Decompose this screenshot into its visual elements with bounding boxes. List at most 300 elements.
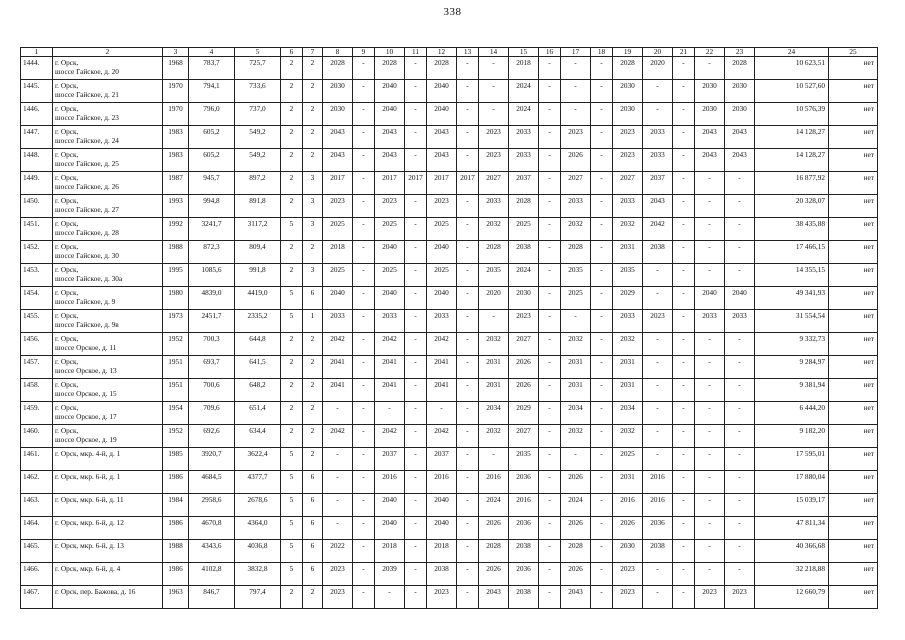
cell-col-22: 2030 [695,80,725,103]
cell-col-23: - [725,218,755,241]
cell-col-19: 2033 [613,195,643,218]
cell-col-8: - [323,517,353,540]
cell-col-6: 2 [281,57,303,80]
cell-col-8: 2025 [323,264,353,287]
cell-col-3: 1973 [163,310,189,333]
cell-col-24: 14 355,15 [755,264,829,287]
cell-col-18: - [591,149,613,172]
cell-col-25: нет [829,126,878,149]
cell-col-9: - [353,241,375,264]
cell-col-16: - [539,563,561,586]
cell-col-24: 47 811,34 [755,517,829,540]
cell-col-3: 1954 [163,402,189,425]
cell-col-7: 2 [303,402,323,425]
cell-col-18: - [591,80,613,103]
cell-col-17: 2035 [561,264,591,287]
cell-col-19: 2031 [613,356,643,379]
cell-col-17: - [561,103,591,126]
cell-col-5: 809,4 [235,241,281,264]
cell-col-20: - [643,563,673,586]
cell-col-7: 6 [303,494,323,517]
address-line-1: г. Орск, [55,426,79,435]
cell-col-22: - [695,517,725,540]
cell-col-8: 2040 [323,287,353,310]
cell-col-17: 2032 [561,425,591,448]
cell-col-8: 2030 [323,103,353,126]
cell-col-24: 49 341,93 [755,287,829,310]
address-line-1: г. Орск, [55,380,79,389]
cell-col-24: 17 595,01 [755,448,829,471]
cell-col-16: - [539,310,561,333]
cell-col-10: 2016 [375,471,405,494]
row-number: 1456. [21,333,53,356]
cell-col-24: 14 128,27 [755,149,829,172]
cell-col-10: 2040 [375,241,405,264]
cell-col-17: 2032 [561,218,591,241]
cell-col-21: - [673,172,695,195]
cell-col-11: - [405,218,427,241]
cell-col-20: 2038 [643,540,673,563]
cell-col-8: 2022 [323,540,353,563]
address-line-1: г. Орск, [55,357,79,366]
address-line-1: г. Орск, [55,196,79,205]
row-number: 1462. [21,471,53,494]
cell-col-8: 2028 [323,57,353,80]
row-number: 1454. [21,287,53,310]
address-cell [53,172,163,195]
cell-col-23: - [725,264,755,287]
cell-col-21: - [673,57,695,80]
cell-col-6: 5 [281,310,303,333]
cell-col-14: 2028 [479,540,509,563]
cell-col-18: - [591,586,613,609]
cell-col-12: 2025 [427,218,457,241]
row-number: 1460. [21,425,53,448]
cell-col-11: - [405,425,427,448]
cell-col-9: - [353,333,375,356]
cell-col-9: - [353,103,375,126]
cell-col-6: 5 [281,540,303,563]
cell-col-8: 2041 [323,356,353,379]
cell-col-22: - [695,402,725,425]
address-cell [53,471,163,494]
cell-col-24: 20 328,07 [755,195,829,218]
cell-col-15: 2026 [509,356,539,379]
address-line-2: шоссе Орское, д. 19 [55,435,117,444]
address-line-2: шоссе Гайское, д. 25 [55,159,119,168]
cell-col-25: нет [829,310,878,333]
cell-col-10: 2039 [375,563,405,586]
cell-col-22: - [695,471,725,494]
address-line-1: г. Орск, [55,265,79,274]
cell-col-21: - [673,494,695,517]
cell-col-18: - [591,425,613,448]
cell-col-14: 2020 [479,287,509,310]
cell-col-11: - [405,264,427,287]
cell-col-14: 2033 [479,195,509,218]
address-line-2: шоссе Гайское, д. 28 [55,228,119,237]
address-cell [53,126,163,149]
cell-col-13: - [457,287,479,310]
cell-col-15: 2037 [509,172,539,195]
cell-col-23: - [725,333,755,356]
cell-col-20: 2033 [643,149,673,172]
cell-col-23: - [725,540,755,563]
cell-col-11: - [405,80,427,103]
cell-col-16: - [539,540,561,563]
cell-col-17: 2043 [561,586,591,609]
cell-col-8: 2018 [323,241,353,264]
row-number: 1449. [21,172,53,195]
cell-col-5: 648,2 [235,379,281,402]
cell-col-6: 2 [281,586,303,609]
cell-col-3: 1963 [163,586,189,609]
address-line-2: шоссе Гайское, д. 26 [55,182,119,191]
cell-col-19: 2027 [613,172,643,195]
cell-col-24: 9 284,97 [755,356,829,379]
cell-col-24: 38 435,88 [755,218,829,241]
cell-col-20: - [643,287,673,310]
address-line-1: г. Орск, мкр. 6-й, д. 13 [55,541,124,550]
cell-col-22: - [695,172,725,195]
cell-col-10: 2040 [375,103,405,126]
cell-col-17: 2031 [561,356,591,379]
cell-col-11: - [405,448,427,471]
cell-col-3: 1984 [163,494,189,517]
cell-col-21: - [673,333,695,356]
address-line-2: шоссе Орское, д. 11 [55,343,117,352]
address-cell [53,402,163,425]
cell-col-20: 2043 [643,195,673,218]
cell-col-6: 2 [281,241,303,264]
cell-col-22: - [695,494,725,517]
cell-col-24: 15 039,17 [755,494,829,517]
cell-col-15: 2029 [509,402,539,425]
cell-col-22: - [695,540,725,563]
address-line-1: г. Орск, [55,403,79,412]
cell-col-20: 2036 [643,517,673,540]
cell-col-16: - [539,218,561,241]
cell-col-9: - [353,195,375,218]
cell-col-7: 2 [303,379,323,402]
cell-col-6: 2 [281,80,303,103]
address-line-2: шоссе Гайское, д. 20 [55,67,119,76]
cell-col-18: - [591,57,613,80]
address-cell [53,356,163,379]
cell-col-4: 2958,6 [189,494,235,517]
cell-col-12: 2023 [427,586,457,609]
cell-col-5: 3622,4 [235,448,281,471]
cell-col-10: 2043 [375,149,405,172]
cell-col-10: 2023 [375,195,405,218]
cell-col-5: 733,6 [235,80,281,103]
cell-col-11: - [405,57,427,80]
column-number-25: 25 [829,48,878,57]
address-cell [53,80,163,103]
address-cell [53,425,163,448]
cell-col-10: 2025 [375,218,405,241]
cell-col-5: 3117,2 [235,218,281,241]
cell-col-6: 2 [281,356,303,379]
cell-col-7: 2 [303,425,323,448]
cell-col-21: - [673,103,695,126]
cell-col-19: 2031 [613,471,643,494]
cell-col-24: 9 381,94 [755,379,829,402]
column-number-9: 9 [353,48,375,57]
cell-col-18: - [591,264,613,287]
cell-col-22: - [695,333,725,356]
cell-col-22: - [695,195,725,218]
cell-col-12: 2043 [427,126,457,149]
cell-col-23: - [725,195,755,218]
cell-col-20: - [643,333,673,356]
cell-col-20: 2033 [643,126,673,149]
cell-col-20: 2020 [643,57,673,80]
cell-col-18: - [591,379,613,402]
cell-col-21: - [673,195,695,218]
cell-col-15: 2025 [509,218,539,241]
column-number-14: 14 [479,48,509,57]
cell-col-20: - [643,264,673,287]
address-line-1: г. Орск, [55,58,79,67]
cell-col-11: - [405,287,427,310]
address-line-2: шоссе Орское, д. 13 [55,366,117,375]
cell-col-9: - [353,379,375,402]
cell-col-3: 1988 [163,540,189,563]
column-number-10: 10 [375,48,405,57]
cell-col-4: 2451,7 [189,310,235,333]
cell-col-25: нет [829,586,878,609]
cell-col-16: - [539,356,561,379]
cell-col-11: - [405,586,427,609]
column-number-4: 4 [189,48,235,57]
cell-col-3: 1980 [163,287,189,310]
cell-col-12: 2040 [427,517,457,540]
column-number-16: 16 [539,48,561,57]
cell-col-3: 1970 [163,80,189,103]
cell-col-15: 2036 [509,471,539,494]
cell-col-15: 2033 [509,126,539,149]
cell-col-15: 2024 [509,80,539,103]
cell-col-3: 1952 [163,333,189,356]
cell-col-6: 5 [281,471,303,494]
cell-col-24: 10 576,39 [755,103,829,126]
row-number: 1458. [21,379,53,402]
cell-col-5: 651,4 [235,402,281,425]
cell-col-21: - [673,448,695,471]
cell-col-9: - [353,80,375,103]
cell-col-23: - [725,172,755,195]
cell-col-12: 2042 [427,333,457,356]
cell-col-24: 10 623,51 [755,57,829,80]
address-cell [53,333,163,356]
cell-col-8: 2025 [323,218,353,241]
cell-col-16: - [539,241,561,264]
address-cell [53,57,163,80]
cell-col-20: 2023 [643,310,673,333]
cell-col-4: 796,0 [189,103,235,126]
cell-col-8: 2043 [323,126,353,149]
cell-col-24: 40 366,68 [755,540,829,563]
cell-col-15: 2016 [509,494,539,517]
cell-col-25: нет [829,471,878,494]
cell-col-24: 12 660,79 [755,586,829,609]
cell-col-14: 2031 [479,379,509,402]
cell-col-6: 2 [281,103,303,126]
cell-col-13: - [457,126,479,149]
cell-col-21: - [673,563,695,586]
cell-col-15: 2030 [509,287,539,310]
row-number: 1464. [21,517,53,540]
column-number-18: 18 [591,48,613,57]
cell-col-4: 4839,0 [189,287,235,310]
cell-col-10: 2040 [375,517,405,540]
cell-col-12: 2042 [427,425,457,448]
row-number: 1450. [21,195,53,218]
cell-col-13: - [457,402,479,425]
cell-col-17: 2028 [561,540,591,563]
cell-col-7: 2 [303,80,323,103]
cell-col-10: - [375,402,405,425]
cell-col-24: 17 466,15 [755,241,829,264]
cell-col-10: 2040 [375,80,405,103]
column-number-8: 8 [323,48,353,57]
cell-col-22: - [695,425,725,448]
cell-col-19: 2030 [613,103,643,126]
cell-col-22: - [695,264,725,287]
cell-col-16: - [539,448,561,471]
cell-col-25: нет [829,172,878,195]
cell-col-18: - [591,402,613,425]
cell-col-9: - [353,172,375,195]
cell-col-11: - [405,379,427,402]
cell-col-3: 1952 [163,425,189,448]
cell-col-20: - [643,425,673,448]
cell-col-3: 1986 [163,563,189,586]
row-number: 1446. [21,103,53,126]
cell-col-20: - [643,586,673,609]
cell-col-13: - [457,425,479,448]
housing-registry-table [20,47,878,609]
cell-col-7: 3 [303,195,323,218]
cell-col-7: 3 [303,264,323,287]
cell-col-8: 2033 [323,310,353,333]
cell-col-8: 2023 [323,563,353,586]
address-line-2: шоссе Гайское, д. 9в [55,320,119,329]
cell-col-4: 783,7 [189,57,235,80]
cell-col-17: 2025 [561,287,591,310]
cell-col-15: 2027 [509,333,539,356]
cell-col-17: 2027 [561,172,591,195]
cell-col-17: 2024 [561,494,591,517]
address-cell [53,563,163,586]
cell-col-10: 2042 [375,333,405,356]
address-line-2: шоссе Гайское, д. 30 [55,251,119,260]
cell-col-18: - [591,195,613,218]
cell-col-15: 2033 [509,149,539,172]
cell-col-8: - [323,471,353,494]
column-number-12: 12 [427,48,457,57]
cell-col-7: 2 [303,586,323,609]
cell-col-3: 1951 [163,379,189,402]
address-cell [53,241,163,264]
address-line-2: шоссе Орское, д. 17 [55,412,117,421]
cell-col-16: - [539,402,561,425]
table-row [21,172,878,195]
cell-col-3: 1983 [163,149,189,172]
cell-col-7: 2 [303,241,323,264]
address-cell [53,287,163,310]
address-cell [53,195,163,218]
cell-col-13: - [457,80,479,103]
address-line-1: г. Орск, [55,150,79,159]
cell-col-3: 1951 [163,356,189,379]
table-row [21,471,878,494]
table-row [21,402,878,425]
cell-col-25: нет [829,356,878,379]
cell-col-17: - [561,57,591,80]
cell-col-7: 2 [303,149,323,172]
cell-col-12: 2016 [427,471,457,494]
cell-col-5: 4377,7 [235,471,281,494]
cell-col-4: 605,2 [189,126,235,149]
cell-col-19: 2032 [613,218,643,241]
cell-col-25: нет [829,80,878,103]
cell-col-20: 2042 [643,218,673,241]
cell-col-23: - [725,425,755,448]
cell-col-8: - [323,448,353,471]
cell-col-21: - [673,517,695,540]
table-row [21,80,878,103]
cell-col-6: 5 [281,517,303,540]
cell-col-4: 994,8 [189,195,235,218]
row-number: 1453. [21,264,53,287]
cell-col-6: 2 [281,126,303,149]
column-number-6: 6 [281,48,303,57]
cell-col-22: - [695,563,725,586]
cell-col-21: - [673,310,695,333]
cell-col-17: 2026 [561,563,591,586]
cell-col-15: 2038 [509,241,539,264]
column-number-24: 24 [755,48,829,57]
column-number-7: 7 [303,48,323,57]
cell-col-10: 2043 [375,126,405,149]
cell-col-11: - [405,103,427,126]
cell-col-9: - [353,425,375,448]
cell-col-4: 692,6 [189,425,235,448]
cell-col-9: - [353,494,375,517]
cell-col-14: - [479,57,509,80]
cell-col-17: 2026 [561,471,591,494]
cell-col-19: 2030 [613,80,643,103]
cell-col-8: - [323,494,353,517]
cell-col-5: 4036,8 [235,540,281,563]
cell-col-4: 846,7 [189,586,235,609]
address-line-1: г. Орск, мкр. 6-й, д. 12 [55,518,124,527]
cell-col-16: - [539,80,561,103]
cell-col-9: - [353,126,375,149]
address-line-1: г. Орск, [55,81,79,90]
cell-col-19: 2032 [613,333,643,356]
cell-col-10: 2017 [375,172,405,195]
cell-col-23: - [725,563,755,586]
address-cell [53,149,163,172]
column-number-5: 5 [235,48,281,57]
cell-col-23: 2040 [725,287,755,310]
table-row [21,57,878,80]
cell-col-12: 2043 [427,149,457,172]
cell-col-4: 700,6 [189,379,235,402]
